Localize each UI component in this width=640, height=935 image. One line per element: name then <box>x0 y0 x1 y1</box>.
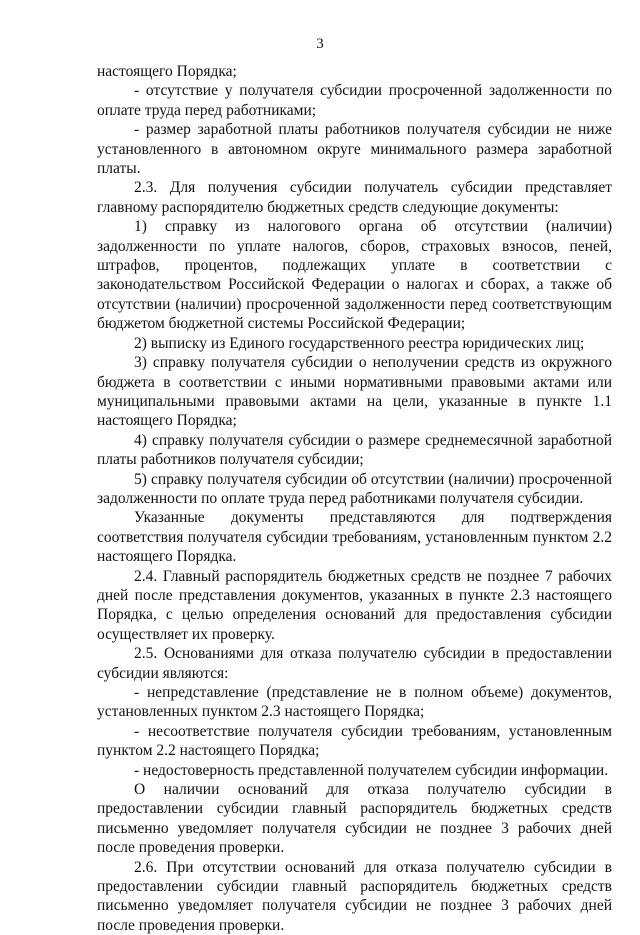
paragraph-continuation: настоящего Порядка; <box>97 63 237 80</box>
paragraph-2-3-item-4: 4) справку получателя субсидии о размере среднемесячной заработной платы работников получателя субсидии; <box>97 431 612 469</box>
paragraph-2-5-bullet-2: - несоответствие получателя субсидии требованиям, установленным пунктом 2.2 настоящего Порядка; <box>97 722 612 760</box>
document-body <box>97 62 612 935</box>
paragraph-2-3-item-2: 2) выписку из Единого государственного реестра юридических лиц; <box>134 334 585 352</box>
paragraph-bullet-minimum-wage: - размер заработной платы работников получателя субсидии не ниже установленного в автономном округе минимального размера заработной платы. <box>97 121 612 178</box>
paragraph-2-3-item-1: 1) справку из налогового органа об отсутствии (наличии) задолженности по уплате налогов, сборов, страховых взносов, пеней, штрафов, процентов, подлежащих уплате в соответствии с законодательством Российской Федерации о налогах и сборах, а также об отсутствии (наличии) просроченной задолженности перед соответствующим бюджетом бюджетной системы Российской Федерации; <box>97 218 612 333</box>
paragraph-2-3: 2.3. Для получения субсидии получатель субсидии представляет главному распорядителю бюджетных средств следующие документы: <box>97 179 612 216</box>
paragraph-2-5-bullet-3: - недостоверность представленной получателем субсидии информации. <box>134 761 609 779</box>
page-number: 3 <box>316 36 324 52</box>
paragraph-2-5: 2.5. Основаниями для отказа получателю субсидии в предоставлении субсидии являются: <box>97 645 612 682</box>
paragraph-2-3-item-3: 3) справку получателя субсидии о неполучении средств из окружного бюджета в соответствии с иными нормативными правовыми актами или муниципальными правовыми актами на цели, указанные в пункте 1.1 настоящего Порядка; <box>97 354 612 430</box>
paragraph-2-6: 2.6. При отсутствии оснований для отказа получателю субсидии в предоставлении субсидии главный распорядитель бюджетных средств письменно уведомляет получателя субсидии не позднее 3 рабочих дней после проведения проверки. <box>97 858 612 934</box>
paragraph-2-5-bullet-1: - непредставление (представление не в полном объеме) документов, установленных пунктом 2.3 настоящего Порядка; <box>97 684 612 721</box>
paragraph-2-4: 2.4. Главный распорядитель бюджетных средств не позднее 7 рабочих дней после представления документов, указанных в пункте 2.3 настоящего Порядка, с целью определения оснований для предоставления субсидии осуществляет их проверку. <box>97 567 612 643</box>
paragraph-2-3-item-5: 5) справку получателя субсидии об отсутствии (наличии) просроченной задолженности по оплате труда перед работниками получателя субсидии. <box>97 470 612 507</box>
paragraph-bullet-no-overdue-wages: - отсутствие у получателя субсидии просроченной задолженности по оплате труда перед работниками; <box>97 82 612 119</box>
paragraph-refusal-notice: О наличии оснований для отказа получателю субсидии в предоставлении субсидии главный распорядитель бюджетных средств письменно уведомляет получателя субсидии не позднее 3 рабочих дней после проведения проверки. <box>97 781 612 857</box>
paragraph-documents-purpose: Указанные документы представляются для подтверждения соответствия получателя субсидии требованиям, установленным пунктом 2.2 настоящего Порядка. <box>97 509 612 566</box>
